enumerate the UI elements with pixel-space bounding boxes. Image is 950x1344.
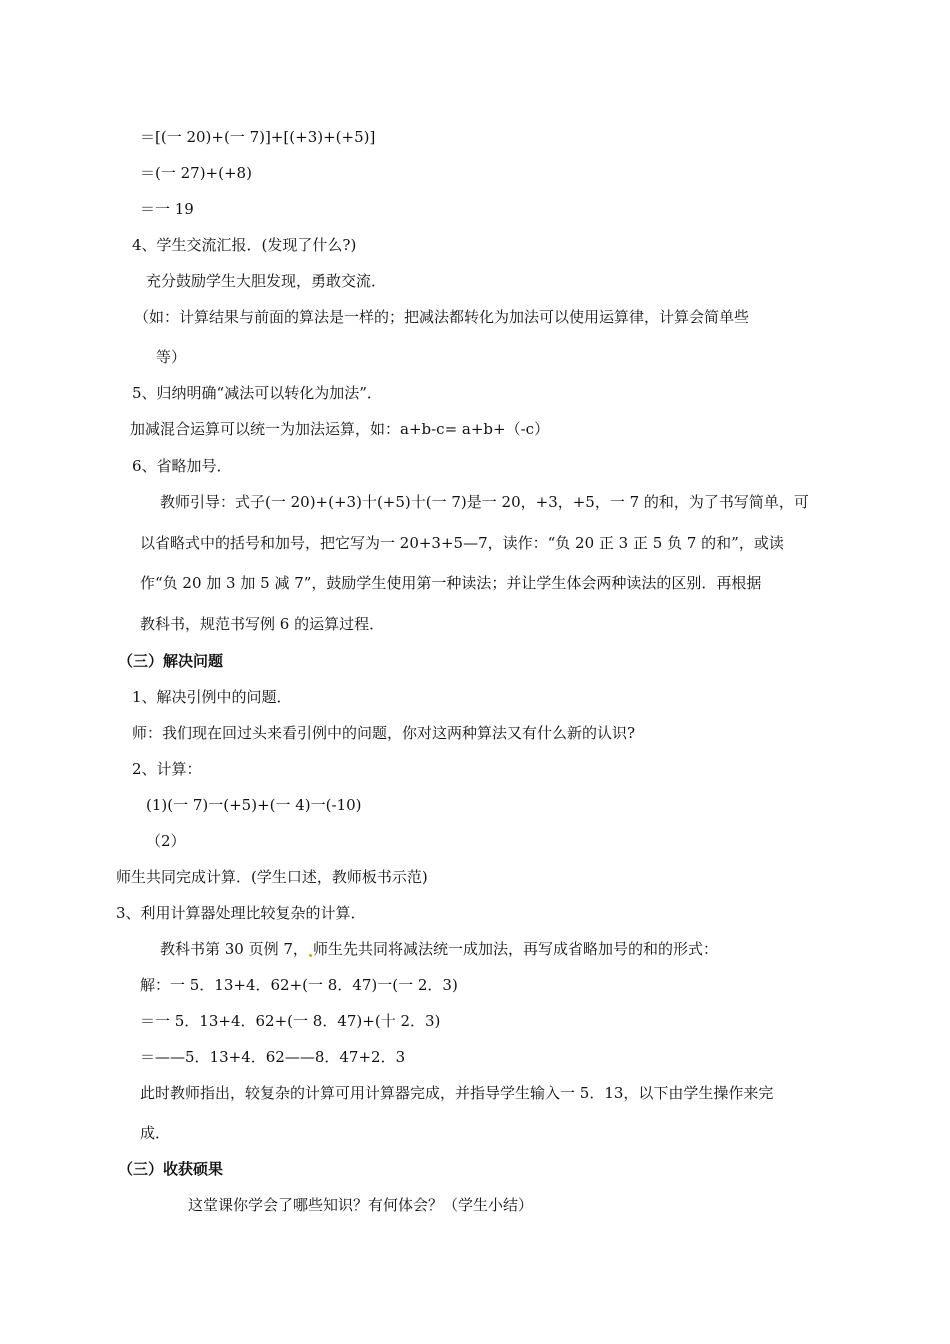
equation-line: （2） <box>146 832 186 850</box>
paragraph-text: 师生共同完成计算．(学生口述，教师板书示范) <box>116 868 428 886</box>
mark-dot <box>309 954 312 957</box>
step-4-heading: 4、学生交流汇报．(发现了什么?) <box>132 236 357 254</box>
paragraph-text: 此时教师指出，较复杂的计算可用计算器完成，并指导学生输入一 5．13，以下由学生操作来完 <box>140 1084 774 1102</box>
paragraph-text: （如：计算结果与前面的算法是一样的；把减法都转化为加法可以使用运算律，计算会简单些 <box>134 308 750 326</box>
equation-line: ＝——5．13+4．62——8．47+2．3 <box>140 1048 406 1066</box>
paragraph-text: 1、解决引例中的问题． <box>132 688 292 706</box>
paragraph-text <box>160 939 718 959</box>
equation-step-1: ＝[(一 20)+(一 7)]+[(+3)+(+5)] <box>140 128 376 146</box>
paragraph-text-part: 教科书第 30 页例 7， <box>160 940 308 958</box>
paragraph-text: 教科书，规范书写例 6 的运算过程． <box>140 615 385 633</box>
paragraph-text: 这堂课你学会了哪些知识？有何体会？（学生小结） <box>188 1196 534 1214</box>
paragraph-text: 师：我们现在回过头来看引例中的问题，你对这两种算法又有什么新的认识? <box>132 724 636 742</box>
equation-line: 解：一 5．13+4．62+(一 8．47)一(一 2．3) <box>140 976 458 994</box>
equation-step-2: ＝(一 27)+(+8) <box>140 164 252 182</box>
paragraph-text: 充分鼓励学生大胆发现，勇敢交流． <box>146 272 387 290</box>
paragraph-text: 以省略式中的括号和加号，把它写为一 20+3+5—7，读作：“负 20 正 3 正 5 负 7 的和”，或读 <box>140 534 784 552</box>
equation-step-3: ＝一 19 <box>140 200 194 218</box>
step-3-heading: 3、利用计算器处理比较复杂的计算． <box>116 904 366 922</box>
equation-line: ＝一 5．13+4．62+(一 8．47)+(十 2．3) <box>140 1012 441 1030</box>
equation-line: (1)(一 7)一(+5)+(一 4)一(-10) <box>146 796 362 814</box>
step-5-heading: 5、归纳明确“减法可以转化为加法”． <box>132 384 382 402</box>
step-6-heading: 6、省略加号． <box>132 457 232 475</box>
paragraph-text: 等） <box>156 348 187 366</box>
paragraph-text: 加减混合运算可以统一为加法运算，如：a+b-c= a+b+（-c） <box>130 420 550 438</box>
section-heading: （三）解决问题 <box>118 652 224 670</box>
section-heading: （三）收获硕果 <box>118 1160 224 1178</box>
paragraph-text: 作“负 20 加 3 加 5 减 7”，鼓励学生使用第一种读法；并让学生体会两种读法的区别．再根据 <box>140 574 762 592</box>
paragraph-text-part: 师生先共同将减法统一成加法，再写成省略加号的和的形式： <box>312 940 718 958</box>
paragraph-text: 2、计算： <box>132 760 202 778</box>
paragraph-text: 成． <box>140 1124 171 1142</box>
paragraph-text: 教师引导：式子(一 20)+(+3)十(+5)十(一 7)是一 20，+3，+5，一 7 的和，为了书写简单，可 <box>160 493 809 511</box>
